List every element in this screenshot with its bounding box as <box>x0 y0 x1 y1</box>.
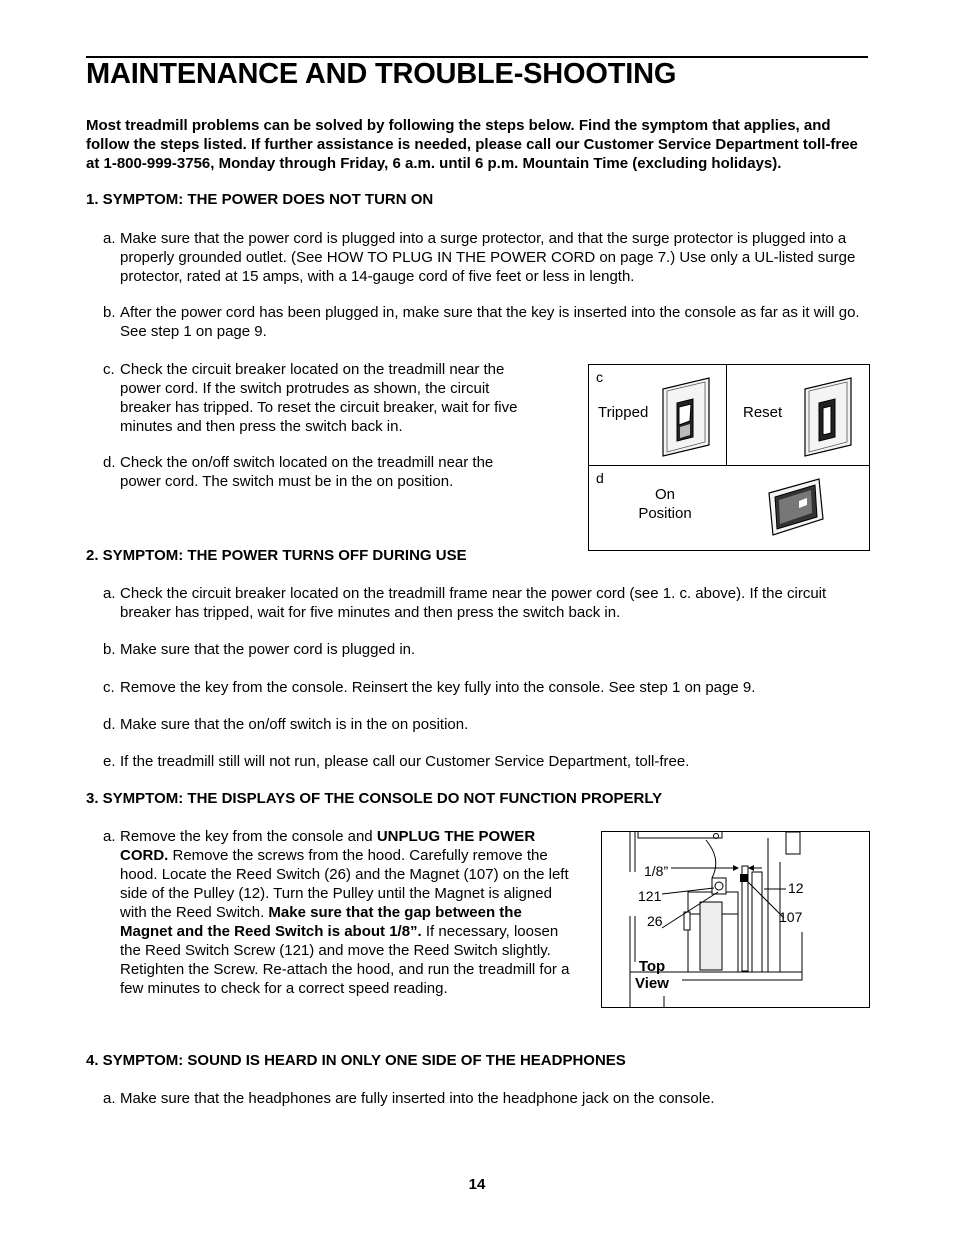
step-label: a. <box>103 1090 116 1107</box>
step-4a <box>103 1089 868 1108</box>
gap-warning: Make sure that the gap between the Magnet and the Reed Switch is about 1/8”. <box>120 904 522 940</box>
step-text: Check the on/off switch located on the treadmill near the power cord. The switch must be in the on position. <box>120 454 494 490</box>
gap-label: 1/8” <box>644 863 669 879</box>
step-text: Make sure that the on/off switch is in the on position. <box>120 716 469 733</box>
view-label: View <box>635 975 669 992</box>
step-label: b. <box>103 304 116 321</box>
step-2d <box>103 715 868 734</box>
step-label: a. <box>103 585 116 602</box>
step-label: b. <box>103 641 116 658</box>
figure-label-c: c <box>596 369 603 385</box>
tripped-label: Tripped <box>598 404 649 421</box>
step-text: Check the circuit breaker located on the treadmill near the power cord. If the switch protrudes as shown, the circuit breaker has tripped. To reset the circuit breaker, wait for five minutes and then press the switch back in. <box>120 361 518 435</box>
tripped-breaker-illustration <box>659 375 715 459</box>
step-text: Remove the key from the console and UNPLUG THE POWER CORD. Remove the screws from the hood. Carefully remove the hood. Locate the Reed Switch (26) and the Magnet (107) on the left side of the Pulley (12). Turn the Pulley until the Magnet is aligned with the Reed Switch. Make sure that the gap between the Magnet and the Reed Switch is about 1/8”. If necessary, loosen the Reed Switch Screw (121) and move the Reed Switch slightly. Retighten the Screw. Re-attach the hood, and run the treadmill for a few minutes to check for a correct speed reading. <box>120 828 570 997</box>
figure-divider <box>589 465 869 466</box>
figure-divider <box>726 365 727 466</box>
switch-figure <box>588 364 870 551</box>
step-label: a. <box>103 230 116 247</box>
symptom-1-heading: 1. SYMPTOM: THE POWER DOES NOT TURN ON <box>86 191 434 208</box>
step-1c <box>103 360 543 436</box>
step-label: a. <box>103 828 116 845</box>
unplug-warning: UNPLUG THE POWER CORD. <box>120 828 536 864</box>
step-label: d. <box>103 716 116 733</box>
on-off-switch-illustration <box>765 475 829 539</box>
part-107-label: 107 <box>779 909 803 925</box>
symptom-2-heading: 2. SYMPTOM: THE POWER TURNS OFF DURING USE <box>86 547 467 564</box>
step-2b <box>103 640 868 659</box>
step-1d <box>103 453 523 491</box>
step-text: Make sure that the power cord is plugged into a surge protector, and that the surge protector is plugged into a properly grounded outlet. (See HOW TO PLUG IN THE POWER CORD on page 7.) Use only a UL-listed surge protector, rated at 15 amps, with a 14-gauge cord of five feet or less in length. <box>120 230 856 285</box>
step-text: Make sure that the headphones are fully inserted into the headphone jack on the console. <box>120 1090 715 1107</box>
part-12-label: 12 <box>788 880 804 896</box>
step-2c <box>103 678 868 697</box>
on-label: On <box>654 486 675 503</box>
symptom-4-heading: 4. SYMPTOM: SOUND IS HEARD IN ONLY ONE SIDE OF THE HEADPHONES <box>86 1052 626 1069</box>
step-2e <box>103 752 868 771</box>
step-1a <box>103 229 868 286</box>
step-1b <box>103 303 868 341</box>
reset-breaker-illustration <box>801 375 857 459</box>
page-number: 14 <box>468 1176 486 1193</box>
step-text: After the power cord has been plugged in, make sure that the key is inserted into the console as far as it will go. See step 1 on page 9. <box>120 304 860 340</box>
part-26-label: 26 <box>647 913 663 929</box>
step-text: Remove the key from the console. Reinsert the key fully into the console. See step 1 on page 9. <box>120 679 756 696</box>
part-121-label: 121 <box>638 888 662 904</box>
step-text: Make sure that the power cord is plugged in. <box>120 641 416 658</box>
step-label: c. <box>103 361 115 378</box>
intro-paragraph: Most treadmill problems can be solved by following the steps below. Find the symptom that applies, and follow the steps listed. If further assistance is needed, please call our Customer Service Department toll-free at 1-800-999-3756, Monday through Friday, 6 a.m. until 6 p.m. Mountain Time (excluding holidays). <box>86 117 858 172</box>
reset-label: Reset <box>743 404 783 421</box>
reed-switch-figure <box>601 831 870 1008</box>
step-label: c. <box>103 679 115 696</box>
top-label: Top <box>638 958 666 975</box>
step-2a <box>103 584 868 622</box>
position-label: Position <box>638 505 692 522</box>
figure-label-d: d <box>596 470 604 486</box>
step-label: e. <box>103 753 116 770</box>
step-text: Check the circuit breaker located on the treadmill frame near the power cord (see 1. c. above). If the circuit breaker has tripped, wait for five minutes and then press the switch back in. <box>120 585 827 621</box>
symptom-3-heading: 3. SYMPTOM: THE DISPLAYS OF THE CONSOLE DO NOT FUNCTION PROPERLY <box>86 790 663 807</box>
step-text: If the treadmill still will not run, please call our Customer Service Department, toll-free. <box>120 753 690 770</box>
step-3a <box>103 827 571 998</box>
step-label: d. <box>103 454 116 471</box>
page-title: MAINTENANCE AND TROUBLE-SHOOTING <box>86 58 677 90</box>
